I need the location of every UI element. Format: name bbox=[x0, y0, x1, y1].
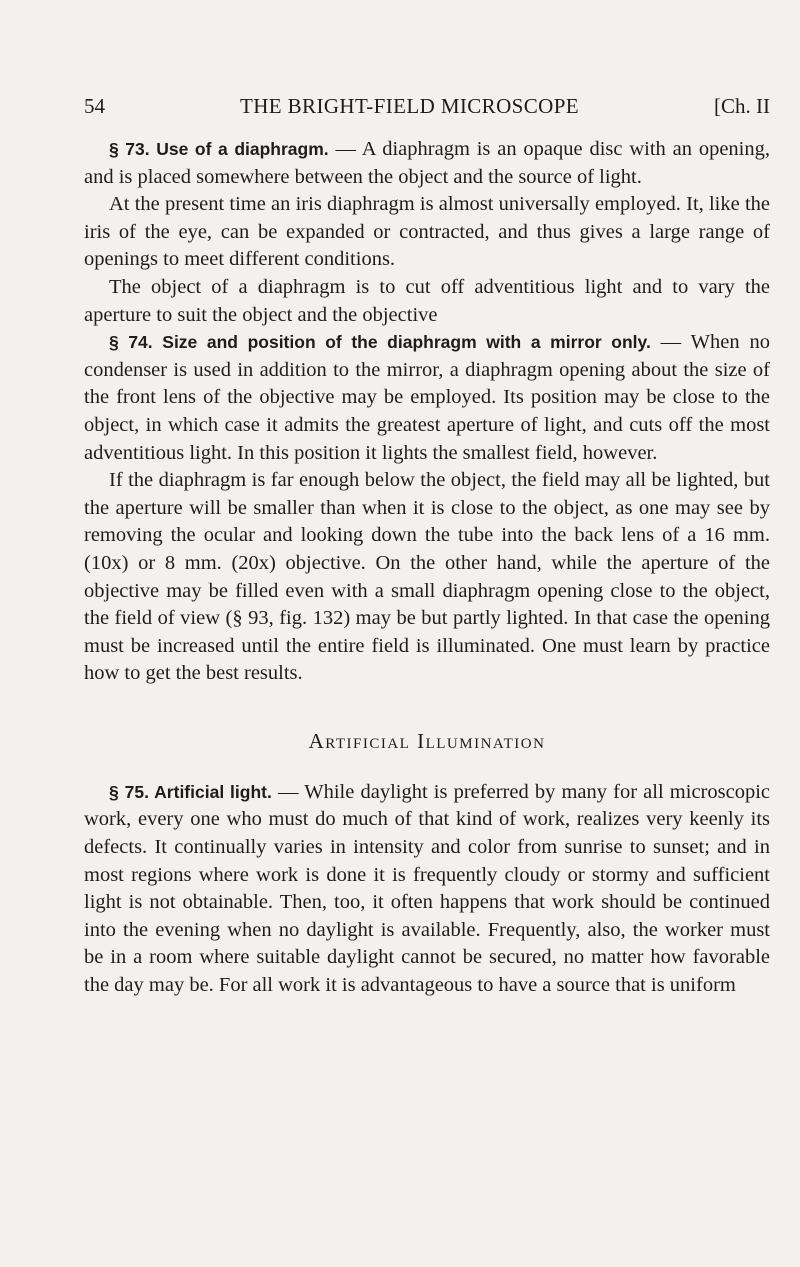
paragraph-section-74: § 74. Size and position of the diaphragm with a mirror only. — When no condenser is used in addition to the mirror, a diaphragm opening about the size of the front lens of the objective may be employed. Its position may be close to the object, in which case it admits the greatest aperture of light, and cuts off the most adventitious light. In this position it lights the smallest field, however. bbox=[84, 331, 770, 464]
paragraph-section-73: § 73. Use of a diaphragm. — A diaphragm is an opaque disc with an opening, and is placed somewhere between the object and the source of light. bbox=[84, 138, 770, 188]
chapter-label: [Ch. II bbox=[714, 94, 770, 118]
paragraph-section-75: § 75. Artificial light. — While daylight is preferred by many for all microscopic work, every one who must do much of that kind of work, realizes very keenly its defects. It continually varies in intensity and color from sunrise to sunset; and in most regions where work is done it is frequently cloudy or stormy and sufficient light is not obtainable. Then, too, it often happens that work should be continued into the evening when no daylight is available. Frequently, also, the worker must be in a room where suitable daylight cannot be secured, no matter how favorable the day may be. For all work it is advantageous to have a source that is uniform bbox=[84, 780, 770, 997]
paragraph: If the diaphragm is far enough below the object, the field may all be lighted, but the aperture will be smaller than when it is close to the object, as one may see by removing the ocular and looking down the tube into the back lens of a 16 mm. (10x) or 8 mm. (20x) objective. On the other hand, while the aperture of the objective may be filled even with a small diaphragm opening close to the object, the field of view (§ 93, fig. 132) may be but partly lighted. In that case the opening must be increased until the entire field is illuminated. One must learn by practice how to get the best results. bbox=[84, 469, 770, 685]
paragraph: The object of a diaphragm is to cut off adventitious light and to vary the aperture to suit the object and the objective bbox=[84, 275, 770, 326]
running-title: THE BRIGHT-FIELD MICROSCOPE bbox=[239, 94, 580, 118]
section-heading-74: § 74. Size and position of the diaphragm with a mirror only. bbox=[109, 332, 651, 353]
section-title: Artificial Illumination bbox=[308, 728, 546, 753]
page-number: 54 bbox=[84, 94, 105, 118]
book-page bbox=[84, 94, 770, 1000]
section-heading-75: § 75. Artificial light. bbox=[109, 781, 272, 802]
paragraph: At the present time an iris diaphragm is almost universally employed. It, like the iris of the eye, can be expanded or contracted, and thus gives a large range of openings to meet different conditions. bbox=[84, 193, 770, 271]
page-header bbox=[84, 94, 770, 124]
section-heading-73: § 73. Use of a diaphragm. bbox=[109, 139, 329, 159]
body-text bbox=[84, 136, 770, 1000]
